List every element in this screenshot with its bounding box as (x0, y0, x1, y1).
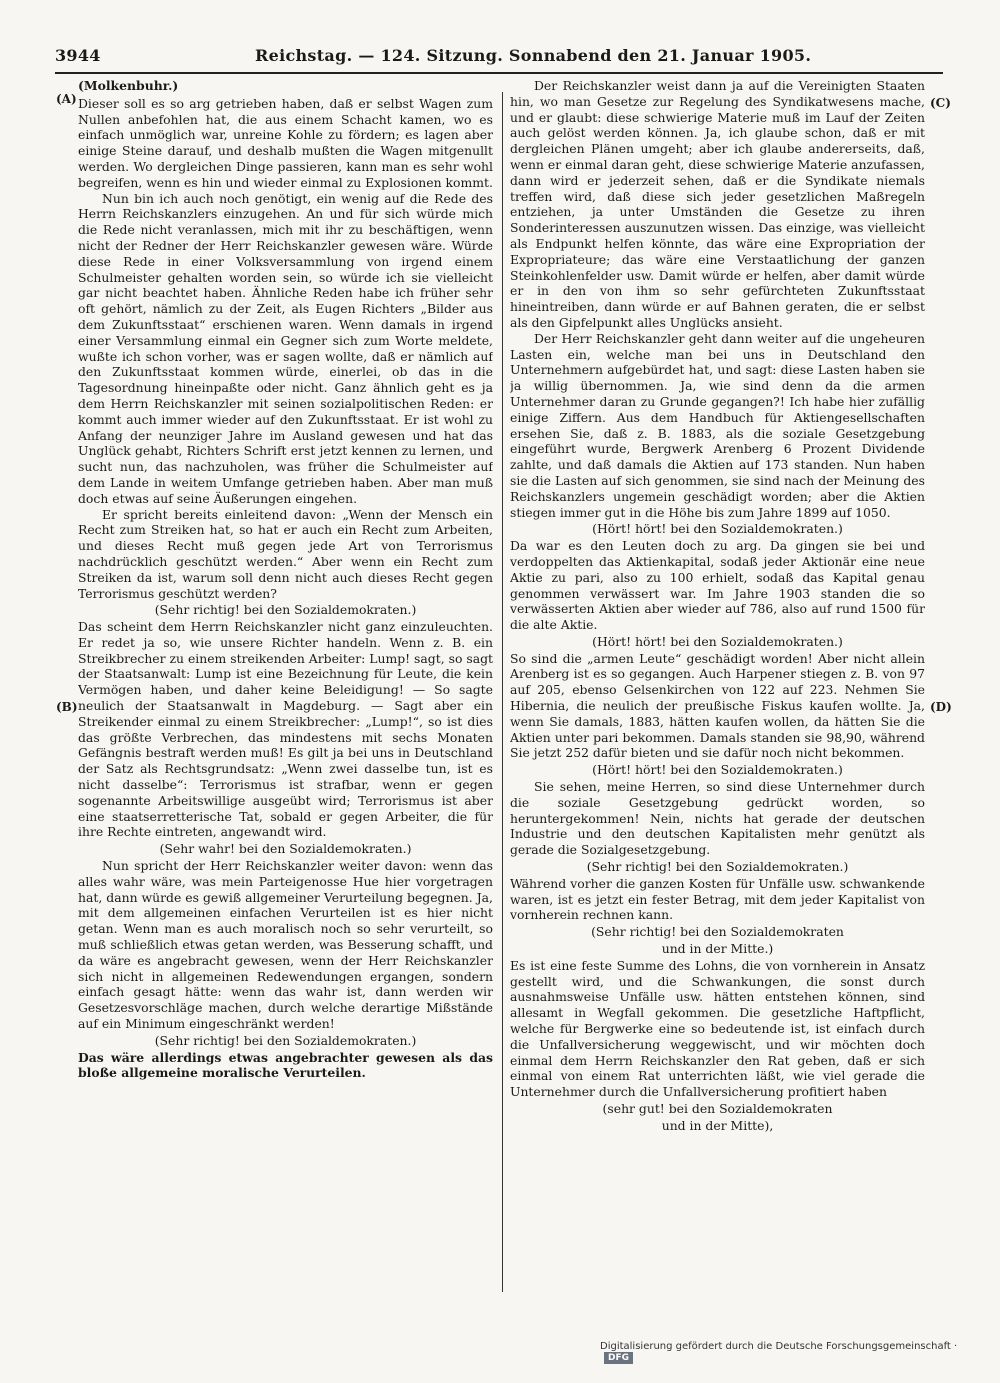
interjection: (Sehr richtig! bei den Sozialdemokraten.) (154, 602, 417, 618)
header-rule (55, 72, 943, 74)
margin-mark-c: (C) (930, 96, 951, 110)
paragraph: Es ist eine feste Summe des Lohns, die von vornherein in Ansatz gestellt wird, und die Schwankungen, die sonst durch ausnahmsweise Unfälle usw. hätten entstehen können, sind allesamt in Wegfall gekommen. Die gesetzliche Haftpflicht, welche für Bergwerke eine so bedeutende ist, ist einfach durch die Unfallversicherung weggewischt, und wir möchten doch einmal dem Herrn Reichskanzler den Rat geben, daß er sich einmal von einem Rat unterrichten läßt, wie viel gerade die Unternehmer durch die Unfallversicherung profitiert haben (510, 957, 925, 1100)
margin-mark-b: (B) (56, 700, 78, 714)
interjection: (Sehr richtig! bei den Sozialdemokraten (591, 924, 844, 940)
margin-mark-a: (A) (56, 92, 77, 106)
interjection: (Hört! hört! bei den Sozialdemokraten.) (592, 762, 843, 778)
left-column (78, 78, 493, 1298)
interjection: (Hört! hört! bei den Sozialdemokraten.) (592, 633, 843, 649)
interjection: und in der Mitte.) (661, 941, 774, 957)
paragraph: Da war es den Leuten doch zu arg. Da gingen sie bei und verdoppelten das Aktienkapital, sodaß jeder Aktionär eine neue Aktie zu pari, also zu 100 erhielt, sodaß das Kapital genau genommen verwässert war. Im Jahre 1903 standen die so verwässerten Aktien aber wieder auf 786, also auf rund 1500 für die alte Aktie. (510, 538, 925, 633)
column-divider (502, 92, 503, 1292)
interjection: (Hört! hört! bei den Sozialdemokraten.) (592, 521, 843, 537)
footer-credit (600, 1341, 980, 1363)
interjection: und in der Mitte), (661, 1117, 774, 1133)
paragraph: Das wäre allerdings etwas angebrachter gewesen als das bloße allgemeine moralische Verurteilen. (78, 1049, 493, 1081)
paragraph: Dieser soll es so arg getrieben haben, daß er selbst Wagen zum Nullen anbefohlen hat, die aus einem Schacht kamen, wo es einfach unmöglich war, unreine Kohle zu fördern; es lagen aber einige Steine darauf, und deshalb mußten die Wagen mitgenullt werden. Wo dergleichen Dinge passieren, kann man es sehr wohl begreifen, wenn es hin und wieder einmal zu Explosionen kommt. (78, 95, 493, 190)
speaker-name: (Molkenbuhr.) (78, 78, 179, 93)
margin-mark-d: (D) (930, 700, 952, 714)
paragraph: Nun bin ich auch noch genötigt, ein wenig auf die Rede des Herrn Reichskanzlers einzugehen. An und für sich würde mich die Rede nicht veranlassen, mich mit ihr zu beschäftigen, wenn nicht der Redner der Herr Reichskanzler gewesen wäre. Würde diese Rede in einer Volksversammlung von irgend einem Schulmeister gehalten worden sein, so würde ich sie vielleicht gar nicht beachtet haben. Ähnliche Reden habe ich früher sehr oft gehört, nämlich zu der Zeit, als Eugen Richters „Bilder aus dem Zukunftsstaat“ erschienen waren. Wenn damals in irgend einer Versammlung einmal ein Gegner sich zum Worte meldete, wußte ich schon vorher, was er sagen wollte, daß er nämlich auf den Zukunftsstaat kommen würde, einerlei, ob das in die Tagesordnung hineinpaßte oder nicht. Ganz ähnlich geht es ja dem Herrn Reichskanzler mit seinen sozialpolitischen Reden: er kommt auch immer wieder auf den Zukunftsstaat. Er ist wohl zu Anfang der neunziger Jahre im Ausland gewesen und hat das Unglück gehabt, Richters Schrift erst jetzt kennen zu lernen, und sucht nun, das nachzuholen, was früher die Schulmeister auf dem Lande in weitem Umfange getrieben haben. Aber man muß doch etwas auf seine Äußerungen eingehen. (78, 190, 493, 506)
paragraph: Das scheint dem Herrn Reichskanzler nicht ganz einzuleuchten. Er redet ja so, wie unsere Richter handeln. Wenn z. B. ein Streikbrecher zu einem streikenden Arbeiter: Lump! sagt, so sagt der Staatsanwalt: Lump ist eine Bezeichnung für Leute, die kein Vermögen haben, und daher keine Beleidigung! — So sagte neulich der Staatsanwalt in Magdeburg. — Sagt aber ein Streikender einmal zu einem Streikbrecher: „Lump!“, so ist dies das größte Verbrechen, das mindestens mit sechs Monaten Gefängnis bestraft werden muß! Es gilt ja bei uns in Deutschland der Satz als Rechtsgrundsatz: „Wenn zwei dasselbe tun, ist es nicht dasselbe“: Terrorismus ist strafbar, wenn er gegen sogenannte Arbeitswillige ausgeübt wird; Terrorismus ist aber eine staatserretterische Tat, sobald er gegen Arbeiter, die für ihre Rechte eintreten, angewandt wird. (78, 619, 493, 840)
right-column (510, 78, 925, 1298)
page-number: 3944 (55, 46, 101, 65)
paragraph: Nun spricht der Herr Reichskanzler weiter davon: wenn das alles wahr wäre, was mein Parteigenosse Hue hier vorgetragen hat, dann würde es gewiß allgemeiner Verurteilung begegnen. Ja, mit dem allgemeinen einfachen Verurteilen ist es hier nicht getan. Wenn man es auch moralisch noch so sehr verurteilt, so muß schließlich etwas getan werden, was Besserung schafft, und da wäre es angebracht gewesen, wenn der Herr Reichskanzler sich nicht in allgemeinen Redewendungen ergangen, sondern einfach gesagt hätte: wenn das wahr ist, dann werden wir Gesetzesvorschläge machen, durch welche derartige Mißstände auf ein Minimum eingeschränkt werden! (78, 858, 493, 1032)
paragraph: Er spricht bereits einleitend davon: „Wenn der Mensch ein Recht zum Streiken hat, so hat er auch ein Recht zum Arbeiten, und dieses Recht muß gegen jede Art von Terrorismus nachdrücklich geschützt werden.“ Aber wenn ein Recht zum Streiken da ist, warum soll denn nicht auch dieses Recht gegen Terrorismus geschützt werden? (78, 506, 493, 601)
page-header (55, 46, 943, 70)
interjection: (Sehr richtig! bei den Sozialdemokraten.) (154, 1032, 417, 1048)
interjection: (Sehr wahr! bei den Sozialdemokraten.) (159, 841, 412, 857)
paragraph: Sie sehen, meine Herren, so sind diese Unternehmer durch die soziale Gesetzgebung gedrückt worden, so heruntergekommen! Nein, nichts hat gerade der deutschen Industrie und den deutschen Kapitalisten mehr genützt als gerade die Sozialgesetzgebung. (510, 779, 925, 858)
paragraph: Während vorher die ganzen Kosten für Unfälle usw. schwankende waren, ist es jetzt ein fester Betrag, mit dem jeder Kapitalist von vornherein rechnen kann. (510, 875, 925, 923)
dfg-logo: DFG (604, 1352, 633, 1364)
interjection: (sehr gut! bei den Sozialdemokraten (602, 1101, 833, 1116)
footer-text: Digitalisierung gefördert durch die Deutsche Forschungsgemeinschaft · (600, 1341, 958, 1352)
page-title: Reichstag. — 124. Sitzung. Sonnabend den 21. Januar 1905. (255, 46, 812, 65)
paragraph: Der Herr Reichskanzler geht dann weiter auf die ungeheuren Lasten ein, welche man bei uns in Deutschland den Unternehmern aufgebürdet hat, und sagt: diese Lasten haben sie ja willig übernommen. Ja, wie sind denn da die armen Unternehmer daran zu Grunde gegangen?! Ich habe hier zufällig einige Ziffern. Aus dem Handbuch für Aktiengesellschaften ersehen Sie, daß z. B. 1883, als die soziale Gesetzgebung eingeführt wurde, Bergwerk Arenberg 6 Prozent Dividende zahlte, und daß damals die Aktien auf 173 standen. Nun haben sie die Lasten auf sich genommen, sie sind nach der Meinung des Reichskanzlers ungemein geschädigt worden; aber die Aktien stiegen immer gut in die Höhe bis zum Jahre 1899 auf 1050. (510, 330, 925, 520)
interjection: (Sehr richtig! bei den Sozialdemokraten.) (586, 859, 849, 875)
paragraph: Der Reichskanzler weist dann ja auf die Vereinigten Staaten hin, wo man Gesetze zur Regelung des Syndikatwesens mache, und er glaubt: diese schwierige Materie muß im Lauf der Zeiten auch gelöst werden können. Ja, ich glaube schon, daß er mit dergleichen Plänen umgeht; aber ich glaube andererseits, daß, wenn er einmal daran geht, diese schwierige Materie anzufassen, dann wird er jederzeit sehen, daß er die Syndikate niemals treffen wird, daß diese sich jeder gesetzlichen Maßregeln entziehen, ja unter Umständen die Gesetze zu ihren Sonderinteressen auszunutzen wissen. Das einzige, was vielleicht als Endpunkt helfen könnte, das wäre eine Expropriation der Expropriateure; das wäre eine Verstaatlichung der ganzen Steinkohlenfelder usw. Damit würde er helfen, aber damit würde er in den von ihm so sehr gefürchteten Zukunftsstaat hineintreiben, dann würde er auf Bahnen geraten, die er selbst als den Gipfelpunkt alles Unglücks ansieht. (510, 78, 925, 330)
paragraph: So sind die „armen Leute“ geschädigt worden! Aber nicht allein Arenberg ist es so gegangen. Auch Harpener stiegen z. B. von 97 auf 205, ebenso Gelsenkirchen von 122 auf 223. Nehmen Sie Hibernia, die neulich der preußische Fiskus kaufen wollte. Ja, wenn Sie damals, 1883, hätten kaufen wollen, da hätten Sie die Aktien unter pari bekommen. Damals standen sie 98,90, während Sie jetzt 252 dafür bieten und sie dafür noch nicht bekommen. (510, 650, 925, 761)
